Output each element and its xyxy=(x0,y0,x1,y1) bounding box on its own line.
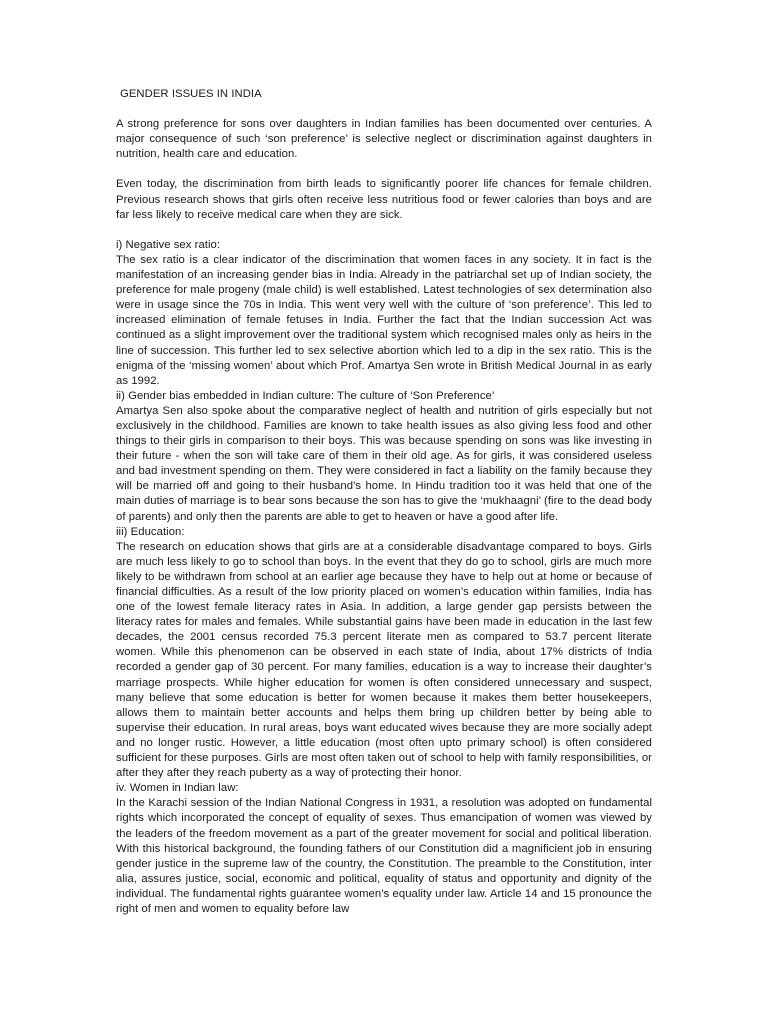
section-body-sex-ratio: The sex ratio is a clear indicator of the discrimination that women faces in any society. It in fact is the manifestation of an increasing gender bias in India. Already in the patriarchal set up of Indian society, the preference for male progeny (male child) is well established. Latest technologies of sex determination also were in usage since the 70s in India. This went very well with the culture of ‘son preference’. This led to increased elimination of female fetuses in India. Further the fact that the Indian succession Act was continued as a slight improvement over the traditional system which recognised males only as heirs in the line of succession. This further led to sex selective abortion which led to a dip in the sex ratio. This is the enigma of the ‘missing women’ about which Prof. Amartya Sen wrote in British Medical Journal in as early as 1992. xyxy=(116,253,652,387)
section-body-education: The research on education shows that girls are at a considerable disadvantage compared to boys. Girls are much less likely to go to school than boys. In the event that they do go to school, girls are much more likely to be withdrawn from school at an earlier age because they have to help out at home or because of financial difficulties. As a result of the low priority placed on women’s education within families, India has one of the lowest female literacy rates in Asia. In addition, a large gender gap persists between the literacy rates for males and females. While substantial gains have been made in education in the last few decades, the 2001 census recorded 75.3 percent literate men as compared to 53.7 percent literate women. While this phenomenon can be observed in each state of India, about 17% districts of India recorded a gender gap of 30 percent. For many families, education is a way to increase their daughter’s marriage prospects. While higher education for women is often considered unnecessary and suspect, many believe that some education is better for women because it makes them better housekeepers, allows them to maintain better accounts and helps them bring up children better by being able to supervise their education. In rural areas, boys want educated wives because they are more socially adept and no longer rustic. However, a little education (most often upto primary school) is often considered sufficient for these purposes. Girls are most often taken out of school to help with family responsibilities, or after they after they reach puberty as a way of protecting their honor. xyxy=(116,540,652,780)
document-title: GENDER ISSUES IN INDIA xyxy=(120,88,262,100)
intro-paragraph-1: A strong preference for sons over daughters in Indian families has been documented over centuries. A major consequence of such ‘son preference’ is selective neglect or discrimination against daughters in nutrition, health care and education. xyxy=(116,118,652,161)
section-body-indian-law: In the Karachi session of the Indian National Congress in 1931, a resolution was adopted on fundamental rights which incorporated the concept of equality of sexes. Thus emancipation of women was viewed by the leaders of the freedom movement as a part of the greater movement for social and political liberation. With this historical background, the founding fathers of our Constitution did a magnificient job in ensuring gender justice in the supreme law of the country, the Constitution. The preamble to the Constitution, inter alia, assures justice, social, economic and political, equality of status and opportunity and dignity of the individual. The fundamental rights guarantee women’s equality under law. Article 14 and 15 pronounce the right of men and women to equality before law xyxy=(116,797,652,915)
document-body xyxy=(116,87,652,917)
intro-paragraph-2: Even today, the discrimination from birth leads to significantly poorer life chances for female children. Previous research shows that girls often receive less nutritious food or fewer calories than boys and are far less likely to receive medical care when they are sick. xyxy=(116,178,652,221)
section-heading-indian-law: iv. Women in Indian law: xyxy=(116,782,239,795)
section-body-son-preference: Amartya Sen also spoke about the comparative neglect of health and nutrition of girls especially but not exclusively in the childhood. Families are known to take health issues as also giving less food and other things to their girls in comparison to their boys. This was because spending on sons was like investing in their future - when the son will take care of them in their old age. As for girls, it was considered useless and bad investment spending on them. They were considered in fact a liability on the family because they will be married off and going to their husband’s home. In Hindu tradition too it was held that one of the main duties of marriage is to bear sons because the son has to give the ‘mukhaagni’ (fire to the dead body of parents) and only then the parents are able to get to heaven or have a good after life. xyxy=(116,404,652,523)
section-heading-son-preference: ii) Gender bias embedded in Indian culture: The culture of ‘Son Preference’ xyxy=(116,389,495,402)
section-heading-education: iii) Education: xyxy=(116,525,185,538)
section-heading-sex-ratio: i) Negative sex ratio: xyxy=(116,238,221,251)
